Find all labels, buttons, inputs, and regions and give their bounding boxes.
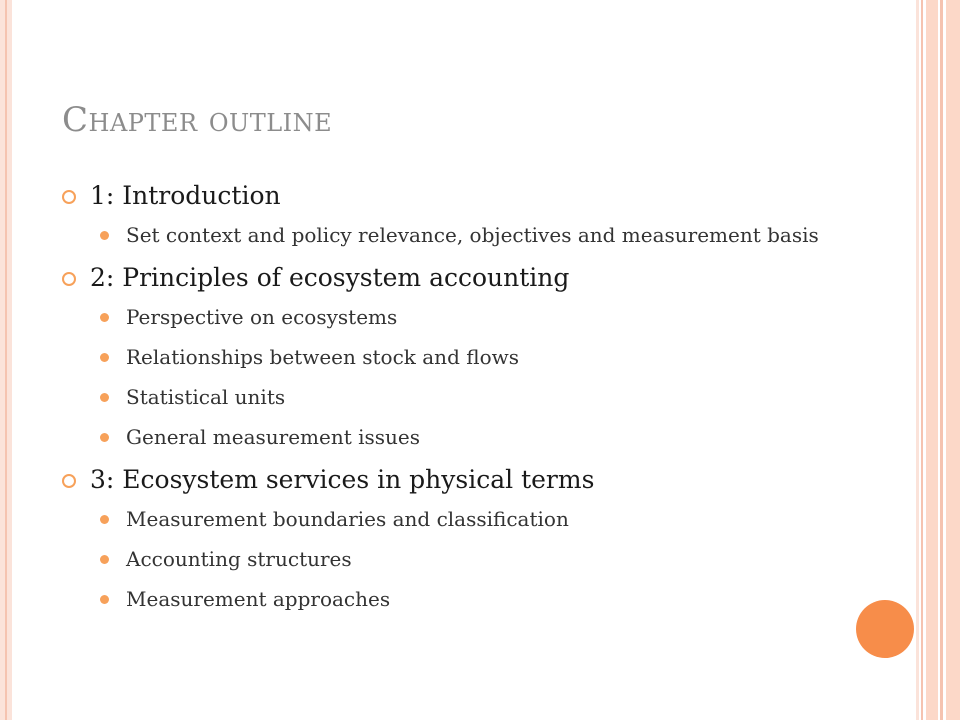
- dot-bullet-icon: [100, 313, 109, 322]
- sub-bullet-text: Relationships between stock and flows: [126, 345, 519, 369]
- sub-bullet: [62, 343, 862, 371]
- ring-bullet-icon: [62, 474, 76, 488]
- outline-section: [62, 263, 862, 451]
- section-heading: [62, 465, 862, 495]
- section-heading-text: 3: Ecosystem services in physical terms: [90, 465, 595, 494]
- outline-section: [62, 465, 862, 613]
- ring-bullet-icon: [62, 190, 76, 204]
- sub-bullet: [62, 383, 862, 411]
- ring-bullet-icon: [62, 272, 76, 286]
- dot-bullet-icon: [100, 595, 109, 604]
- dot-bullet-icon: [100, 231, 109, 240]
- sub-bullet: [62, 585, 862, 613]
- sub-bullet: [62, 545, 862, 573]
- section-heading: [62, 181, 862, 211]
- section-heading: [62, 263, 862, 293]
- sub-bullet: [62, 423, 862, 451]
- dot-bullet-icon: [100, 515, 109, 524]
- decorative-circle-icon: [856, 600, 914, 658]
- sub-bullet: [62, 303, 862, 331]
- right-border: [916, 0, 960, 720]
- dot-bullet-icon: [100, 555, 109, 564]
- dot-bullet-icon: [100, 433, 109, 442]
- sub-bullet-text: Accounting structures: [126, 547, 352, 571]
- dot-bullet-icon: [100, 393, 109, 402]
- sub-bullet-text: Statistical units: [126, 385, 286, 409]
- outline-section: [62, 181, 862, 249]
- sub-bullet-text: Measurement approaches: [126, 587, 391, 611]
- sub-bullet-text: Set context and policy relevance, objectives and measurement basis: [126, 223, 819, 247]
- slide-title: Chapter outline: [62, 100, 333, 140]
- section-heading-text: 1: Introduction: [90, 181, 281, 210]
- section-heading-text: 2: Principles of ecosystem accounting: [90, 263, 570, 292]
- sub-bullet-text: General measurement issues: [126, 425, 421, 449]
- sub-bullet-text: Measurement boundaries and classification: [126, 507, 569, 531]
- outline-list: [62, 175, 862, 627]
- left-border: [0, 0, 12, 720]
- sub-bullet: [62, 221, 862, 249]
- sub-bullet-text: Perspective on ecosystems: [126, 305, 398, 329]
- dot-bullet-icon: [100, 353, 109, 362]
- sub-bullet: [62, 505, 862, 533]
